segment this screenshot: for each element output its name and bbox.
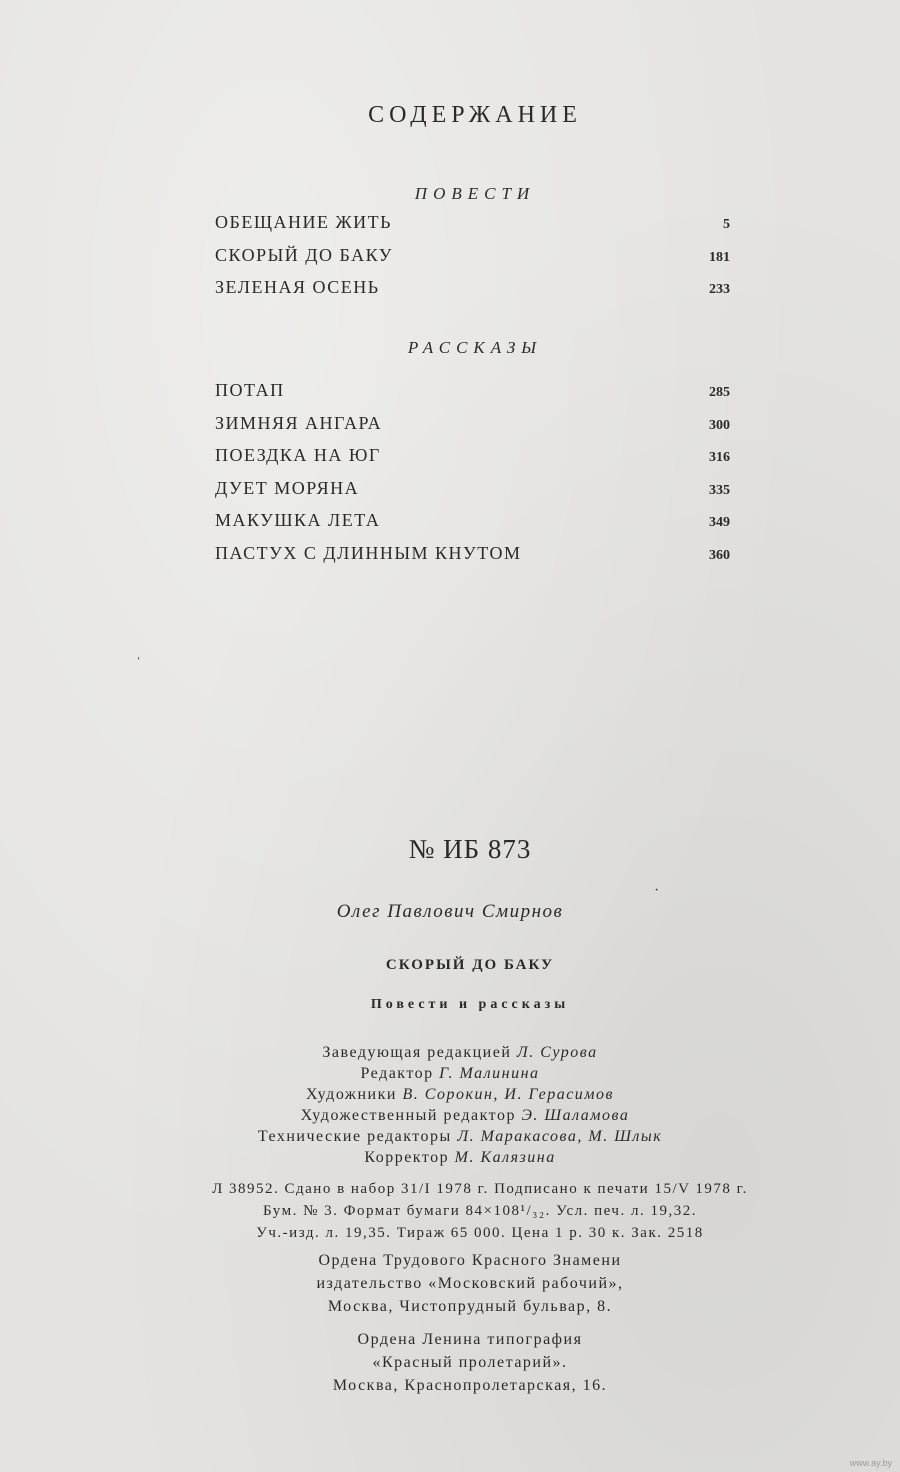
- toc-item: [215, 543, 730, 576]
- credit-role: Корректор: [364, 1149, 450, 1166]
- credit-line: [0, 1105, 900, 1126]
- printer-line: «Красный пролетарий».: [372, 1354, 568, 1371]
- toc-item-page: 5: [723, 217, 730, 232]
- printer-line: Ордена Ленина типография: [357, 1331, 583, 1348]
- credit-name: Э. Шаламова: [521, 1107, 630, 1124]
- credit-role: Технические редакторы: [257, 1128, 452, 1145]
- credit-line: [0, 1084, 900, 1105]
- toc-item: [215, 277, 730, 310]
- toc-item-title: ДУЕТ МОРЯНА: [215, 477, 360, 498]
- print-speck: ˈ: [136, 655, 142, 672]
- credit-line: [0, 1147, 900, 1168]
- toc-item-title: СКОРЫЙ ДО БАКУ: [215, 244, 394, 265]
- toc-item: [215, 212, 730, 245]
- toc-item-page: 349: [709, 515, 730, 530]
- toc-item-page: 233: [709, 282, 730, 297]
- credit-name: В. Сорокин, И. Герасимов: [402, 1086, 614, 1103]
- printer-line: Москва, Краснопролетарская, 16.: [332, 1377, 608, 1394]
- toc-item-title: ПОЕЗДКА НА ЮГ: [215, 445, 381, 465]
- ib-number: № ИБ 873: [408, 834, 532, 864]
- publisher-line: издательство «Московский рабочий»,: [316, 1275, 624, 1292]
- toc-list-povesti: [215, 212, 730, 310]
- credit-name: Г. Малинина: [439, 1065, 540, 1082]
- toc-item: [215, 445, 730, 478]
- toc-item-title: ОБЕЩАНИЕ ЖИТЬ: [215, 212, 392, 232]
- print-speck: ·: [654, 882, 660, 899]
- publisher-line: Москва, Чистопрудный бульвар, 8.: [327, 1298, 613, 1315]
- toc-item: [215, 510, 730, 543]
- toc-item-page: 181: [709, 249, 730, 265]
- publisher-line: Ордена Трудового Красного Знамени: [318, 1252, 622, 1269]
- toc-item-page: 285: [709, 385, 730, 400]
- credit-name: Л. Сурова: [516, 1044, 598, 1061]
- credit-role: Заведующая редакцией: [322, 1044, 512, 1061]
- toc-item-title: ЗИМНЯЯ АНГАРА: [215, 412, 383, 433]
- toc-item-title: МАКУШКА ЛЕТА: [215, 510, 381, 530]
- toc-item: [215, 245, 730, 278]
- credit-line: [0, 1063, 900, 1084]
- imprint-line: Уч.-изд. л. 19,35. Тираж 65 000. Цена 1 р. 30 к. Зак. 2518: [256, 1225, 704, 1241]
- toc-item-title: ПОТАП: [215, 380, 285, 400]
- toc-list-rasskazy: [215, 380, 730, 575]
- credit-line: [0, 1042, 900, 1063]
- toc-item: [215, 413, 730, 446]
- site-watermark: www.ay.by: [849, 1458, 892, 1468]
- toc-item-page: 360: [709, 547, 730, 563]
- toc-item-title: ЗЕЛЕНАЯ ОСЕНЬ: [215, 277, 380, 297]
- credit-name: М. Калязина: [454, 1149, 556, 1166]
- credit-role: Художественный редактор: [300, 1107, 516, 1124]
- toc-item: [215, 478, 730, 511]
- publisher-block: [0, 1249, 900, 1318]
- toc-item-title: ПАСТУХ С ДЛИННЫМ КНУТОМ: [215, 542, 522, 563]
- author-name: Олег Павлович Смирнов: [336, 901, 564, 922]
- toc-item-page: 335: [709, 482, 730, 498]
- credit-line: [0, 1126, 900, 1147]
- printer-block: [0, 1328, 900, 1397]
- imprint-line: Бум. № 3. Формат бумаги 84×108¹/₃₂. Усл. печ. л. 19,32.: [263, 1203, 697, 1219]
- imprint-block: [0, 1178, 900, 1244]
- toc-section-title-povesti: ПОВЕСТИ: [414, 184, 536, 203]
- toc-item: [215, 380, 730, 413]
- toc-item-page: 300: [709, 417, 730, 433]
- toc-section-title-rasskazy: РАССКАЗЫ: [407, 338, 543, 357]
- credit-role: Редактор: [360, 1065, 434, 1082]
- toc-title: СОДЕРЖАНИЕ: [368, 102, 582, 128]
- toc-item-page: 316: [709, 450, 730, 465]
- credits-block: [0, 1042, 900, 1168]
- credit-role: Художники: [306, 1086, 397, 1103]
- book-genre: Повести и рассказы: [370, 997, 570, 1012]
- book-title: СКОРЫЙ ДО БАКУ: [385, 957, 555, 973]
- credit-name: Л. Маракасова, М. Шлык: [457, 1128, 663, 1145]
- imprint-line: Л 38952. Сдано в набор 31/I 1978 г. Подписано к печати 15/V 1978 г.: [212, 1181, 748, 1197]
